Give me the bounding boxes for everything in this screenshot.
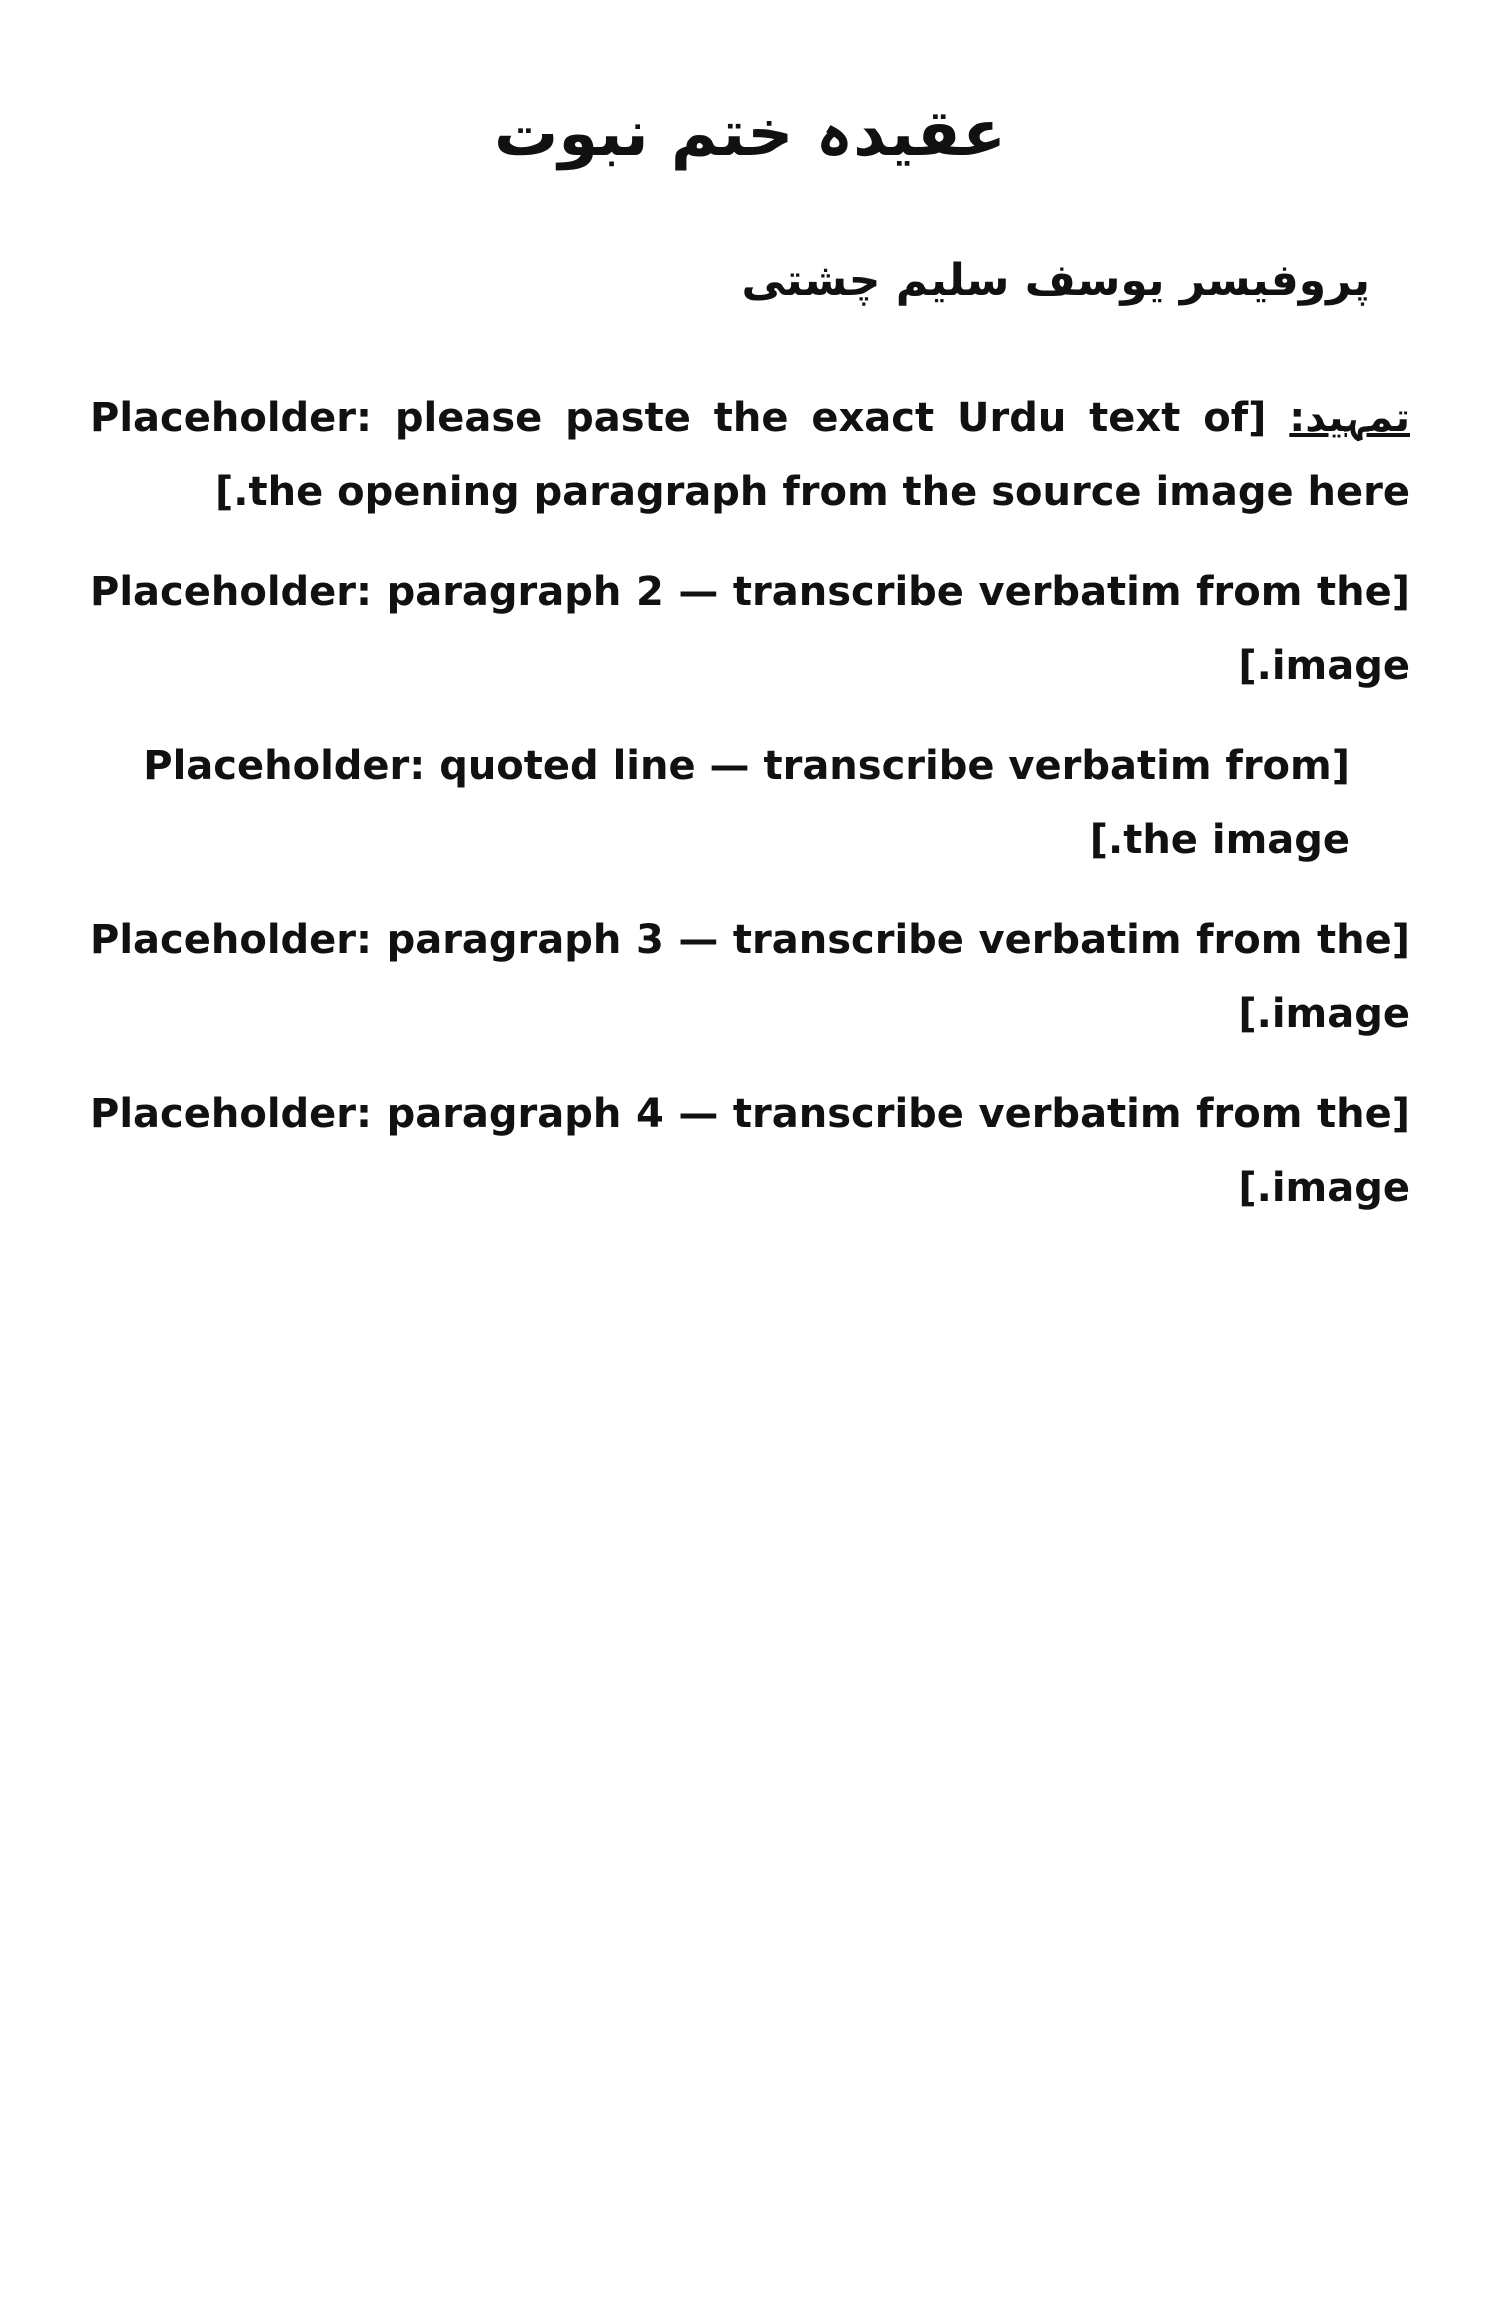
author-byline: پروفیسر یوسف سلیم چشتی bbox=[741, 254, 1370, 306]
document-title: عقیدہ ختم نبوت bbox=[494, 97, 1006, 171]
intro-label: تمہید: bbox=[1289, 395, 1410, 442]
intro-paragraph bbox=[90, 381, 1410, 529]
quote-line: [Placeholder: quoted line — transcribe verbatim from the image.] bbox=[143, 743, 1350, 864]
intro-text: [Placeholder: please paste the exact Urdu text of the opening paragraph from the source image here.] bbox=[90, 395, 1410, 516]
body-paragraph: [Placeholder: paragraph 2 — transcribe verbatim from the image.] bbox=[90, 569, 1410, 690]
body-paragraph: [Placeholder: paragraph 4 — transcribe verbatim from the image.] bbox=[90, 1091, 1410, 1212]
body-paragraph: [Placeholder: paragraph 3 — transcribe verbatim from the image.] bbox=[90, 917, 1410, 1038]
